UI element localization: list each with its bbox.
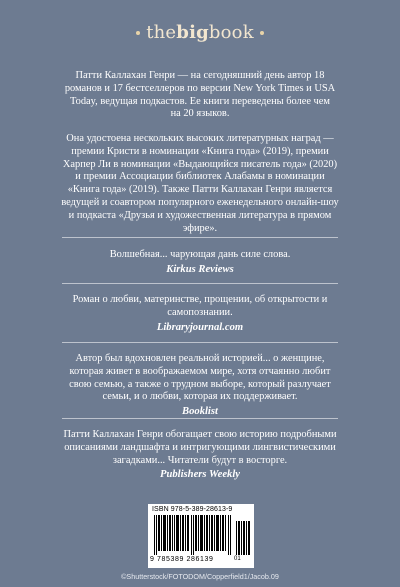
review-2	[60, 294, 340, 334]
review-source: Publishers Weekly	[160, 469, 240, 481]
barcode-addon-digits: 01	[234, 556, 241, 562]
image-credit: ©Shutterstock/FOTODOM/Copperfield1/Jacob.09	[121, 572, 279, 581]
divider-2	[62, 283, 338, 284]
review-text: Роман о любви, материнстве, прощении, об открытости и самопознании.	[72, 294, 328, 318]
divider-3	[62, 342, 338, 343]
publisher-logo	[0, 22, 400, 43]
author-bio	[64, 70, 336, 121]
review-1	[60, 249, 340, 277]
review-source: Libraryjournal.com	[156, 321, 244, 333]
logo-dot-right	[260, 31, 264, 35]
logo-book: book	[208, 22, 254, 43]
author-awards	[60, 133, 340, 235]
barcode-icon	[154, 515, 232, 555]
isbn-text: ISBN 978-5-389-28613-9	[152, 506, 233, 513]
divider-4	[62, 418, 338, 419]
barcode-addon-icon	[236, 515, 250, 555]
review-4	[60, 429, 340, 482]
barcode-digits: 9 785389 286139	[150, 556, 214, 563]
logo-the: the	[146, 22, 177, 43]
review-text: Патти Каллахан Генри обогащает свою историю подробными описаниями ландшафта и интригующими лингвистическими загадками... Читатели будут в восторге.	[63, 429, 337, 466]
logo-dot-left	[136, 31, 140, 35]
author-awards-text: Она удостоена нескольких высоких литературных наград — премии Кристи в номинации «Книга года» (2019), премии Харпер Ли в номинации «Выдающийся писатель года» (2020) и премии Ассоциации библиотек Алабамы в номинации «Книга года» (2019). Также Патти Каллахан Генри является ведущей и соавтором популярного еженедельного онлайн-шоу и подкаста «Друзья и художественная литература в прямом эфире».	[61, 133, 339, 234]
logo-text	[146, 22, 254, 43]
review-text: Волшебная... чарующая дань силе слова.	[109, 249, 291, 260]
review-3	[60, 353, 340, 419]
divider-1	[62, 237, 338, 238]
barcode-box	[148, 504, 254, 568]
review-source: Kirkus Reviews	[166, 263, 234, 275]
author-bio-text: Патти Каллахан Генри — на сегодняшний день автор 18 романов и 17 бестселлеров по версии New York Times и USA Today, ведущая подкастов. Ее книги переведены более чем на 20 языков.	[64, 70, 336, 120]
review-source: Booklist	[182, 406, 218, 418]
review-text: Автор был вдохновлен реальной историей... о женщине, которая живет в воображаемом мире, хотя отчаянно любит свою семью, а также о трудном выборе, который разлучает семьи, и о любви, которая их поддерживает.	[69, 353, 331, 403]
logo-big: big	[176, 22, 209, 43]
